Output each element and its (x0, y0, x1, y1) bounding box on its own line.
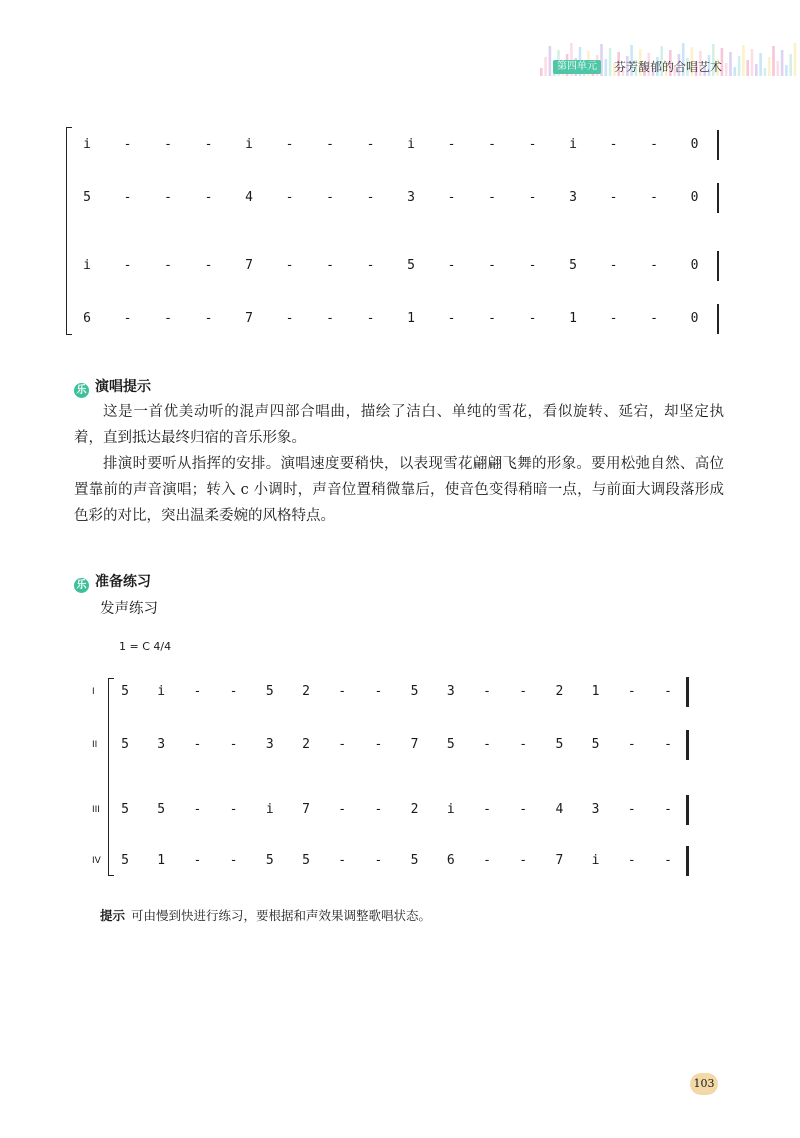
score2-note: - (519, 802, 528, 817)
score1-note: - (204, 311, 213, 326)
score2-note: - (664, 737, 672, 752)
score1-note: - (164, 258, 172, 273)
score2-note: - (483, 802, 491, 817)
score2-note: i (265, 802, 274, 817)
score1-barline (717, 183, 719, 213)
header-bar (729, 52, 732, 76)
score2-note: - (519, 684, 528, 699)
score2-note: 7 (410, 737, 419, 752)
score1-note: 1 (569, 311, 577, 326)
score2-note: - (338, 684, 347, 699)
score1-note: - (204, 137, 213, 152)
score2-note: - (338, 802, 347, 817)
score2-note: - (483, 684, 491, 699)
score1-note: - (204, 258, 213, 273)
header-bar (777, 61, 780, 76)
score1-note: 3 (569, 190, 577, 205)
header-bar (789, 54, 792, 76)
score1-note: - (447, 190, 456, 205)
score2-note: - (627, 737, 636, 752)
score2-note: 1 (591, 684, 600, 699)
score2-note: 5 (265, 684, 274, 699)
score2-note: 6 (446, 853, 455, 868)
score1-note: - (164, 137, 172, 152)
score1-note: 7 (245, 258, 253, 273)
score1-note: - (285, 190, 294, 205)
score1-note: 0 (690, 137, 699, 152)
score2-bracket (108, 678, 109, 876)
score2-note: - (229, 802, 238, 817)
score1-bracket (66, 127, 67, 335)
score2-note: 5 (121, 853, 129, 868)
score1-note: 5 (569, 258, 577, 273)
score2-note: - (627, 802, 636, 817)
score2-note: - (627, 684, 636, 699)
score2-note: 5 (446, 737, 455, 752)
score1-barline (717, 251, 719, 281)
unit-label: 第四单元 (553, 60, 601, 74)
score2-note: - (374, 684, 383, 699)
score2-note: 2 (302, 737, 310, 752)
score1-note: - (326, 190, 334, 205)
voice-label: IV (92, 856, 101, 866)
score2-note: - (483, 737, 491, 752)
score1-note: - (447, 311, 456, 326)
score2-note: - (483, 853, 491, 868)
score2-note: - (338, 737, 347, 752)
header-bar (785, 65, 788, 76)
score2-barline (686, 677, 689, 707)
score1-note: - (528, 311, 537, 326)
header-bar (609, 48, 612, 76)
score1-note: - (488, 190, 496, 205)
score2-note: - (338, 853, 347, 868)
score1-note: 5 (407, 258, 415, 273)
header-bar (772, 46, 775, 76)
score1-note: i (569, 137, 577, 152)
score2-note: 5 (121, 802, 129, 817)
score1-note: i (245, 137, 253, 152)
music-icon: 乐 (74, 578, 89, 593)
score1-note: - (488, 258, 496, 273)
header-bar (781, 50, 784, 76)
score1-note: - (609, 190, 618, 205)
score1-barline (717, 304, 719, 334)
score1-note: - (447, 258, 456, 273)
score1-note: - (447, 137, 456, 152)
key-signature: 1 = C 4/4 (119, 640, 172, 653)
score1-note: - (650, 137, 658, 152)
score1-note: - (609, 311, 618, 326)
header-bar (549, 46, 552, 76)
score1-note: - (366, 137, 375, 152)
score2-note: 1 (157, 853, 166, 868)
score1-note: - (285, 258, 294, 273)
score2-note: - (519, 853, 528, 868)
header-bar (725, 63, 728, 76)
unit-title: 芬芳馥郁的合唱艺术 (614, 60, 723, 74)
header-bar (742, 45, 745, 76)
score2-note: - (374, 802, 383, 817)
score2-note: 5 (555, 737, 564, 752)
score2-note: - (374, 853, 383, 868)
score2-note: 3 (157, 737, 166, 752)
score2-note: - (229, 737, 238, 752)
score1-note: i (83, 137, 91, 152)
score1-note: - (528, 137, 537, 152)
score2-note: - (193, 802, 202, 817)
score2-note: 7 (555, 853, 564, 868)
score2-note: 5 (121, 737, 129, 752)
score2-note: - (627, 853, 636, 868)
header-bar (768, 57, 771, 76)
header-bar (794, 43, 797, 76)
score2-note: - (664, 684, 672, 699)
score1-note: - (326, 311, 334, 326)
score1-note: 0 (690, 311, 699, 326)
score1-note: - (285, 311, 294, 326)
score1-note: - (164, 311, 172, 326)
score1-note: i (407, 137, 415, 152)
score1-note: - (123, 137, 132, 152)
score2-note: 2 (555, 684, 564, 699)
voice-label: III (92, 805, 100, 815)
score2-note: 7 (302, 802, 310, 817)
header-bar (605, 59, 608, 76)
score2-barline (686, 730, 689, 760)
score2-note: 2 (410, 802, 419, 817)
score2-note: - (229, 853, 238, 868)
score2-note: 3 (446, 684, 455, 699)
section-warmup (74, 573, 151, 593)
header-bar (746, 60, 749, 76)
score1-note: - (326, 258, 334, 273)
score1-note: 5 (83, 190, 91, 205)
score1-note: - (488, 311, 496, 326)
header-bar (544, 57, 547, 76)
score2-note: 5 (265, 853, 274, 868)
score2-barline (686, 795, 689, 825)
score1-note: 3 (407, 190, 415, 205)
voice-label: I (92, 687, 95, 697)
score1-note: 6 (83, 311, 91, 326)
score1-barline (717, 130, 719, 160)
score1-note: - (528, 190, 537, 205)
score2-note: - (193, 684, 202, 699)
score2-note: - (664, 802, 672, 817)
score2-note: - (229, 684, 238, 699)
score2-note: - (374, 737, 383, 752)
header-bar (755, 64, 758, 76)
score2-note: - (193, 853, 202, 868)
paragraph-1: 这是一首优美动听的混声四部合唱曲，描绘了洁白、单纯的雪花，看似旋转、延宕，却坚定执着，直到抵达最终归宿的音乐形象。 (74, 404, 724, 446)
header-bar (540, 68, 543, 76)
score2-note: 3 (265, 737, 274, 752)
score1-note: - (609, 137, 618, 152)
score1-note: 4 (245, 190, 253, 205)
score1-note: - (488, 137, 496, 152)
score2-note: 4 (555, 802, 564, 817)
score2-note: 5 (302, 853, 310, 868)
score1-note: - (326, 137, 334, 152)
score2-note: i (591, 853, 600, 868)
score1-note: 0 (690, 190, 699, 205)
header-bar (734, 67, 737, 76)
score1-note: - (609, 258, 618, 273)
tip-label: 提示 (100, 908, 126, 923)
score1-note: - (650, 311, 658, 326)
header-bar (751, 49, 754, 76)
score1-note: - (123, 258, 132, 273)
score1-note: - (366, 311, 375, 326)
score1-note: - (123, 311, 132, 326)
score1-note: i (83, 258, 91, 273)
section-title: 准备练习 (95, 574, 151, 590)
score2-note: 5 (121, 684, 129, 699)
score2-note: 5 (410, 684, 419, 699)
score2-note: 5 (591, 737, 600, 752)
score2-note: i (157, 684, 166, 699)
section-title: 演唱提示 (95, 379, 151, 395)
tip-text: 可由慢到快进行练习，要根据和声效果调整歌唱状态。 (131, 908, 432, 923)
score2-note: - (193, 737, 202, 752)
score1-note: - (528, 258, 537, 273)
score2-note: 2 (302, 684, 310, 699)
score1-note: - (650, 190, 658, 205)
section-performance-tips (74, 378, 151, 398)
score1-note: - (285, 137, 294, 152)
paragraph-2: 排演时要听从指挥的安排。演唱速度要稍快，以表现雪花翩翩飞舞的形象。要用松弛自然、高位置靠前的声音演唱；转入 c 小调时，声音位置稍微靠后，使音色变得稍暗一点，与前面大调段落形成色彩的对比，突出温柔委婉的风格特点。 (74, 456, 724, 524)
score2-note: 5 (410, 853, 419, 868)
score2-note: - (519, 737, 528, 752)
score2-note: 5 (157, 802, 166, 817)
tip (100, 906, 431, 924)
score1-note: 1 (407, 311, 415, 326)
header-bar (764, 68, 767, 76)
score1-note: - (366, 190, 375, 205)
score1-note: 7 (245, 311, 253, 326)
score1-note: - (123, 190, 132, 205)
score2-note: 3 (591, 802, 600, 817)
score2-note: - (664, 853, 672, 868)
exercise-subtitle: 发声练习 (100, 601, 158, 617)
page-number: 103 (690, 1073, 718, 1095)
score2-barline (686, 846, 689, 876)
music-icon: 乐 (74, 383, 89, 398)
score1-note: 0 (690, 258, 699, 273)
score1-note: - (204, 190, 213, 205)
score1-note: - (366, 258, 375, 273)
score1-note: - (650, 258, 658, 273)
header-bar (738, 56, 741, 76)
voice-label: II (92, 740, 98, 750)
score1-note: - (164, 190, 172, 205)
header-bar (759, 53, 762, 76)
score2-note: i (446, 802, 455, 817)
